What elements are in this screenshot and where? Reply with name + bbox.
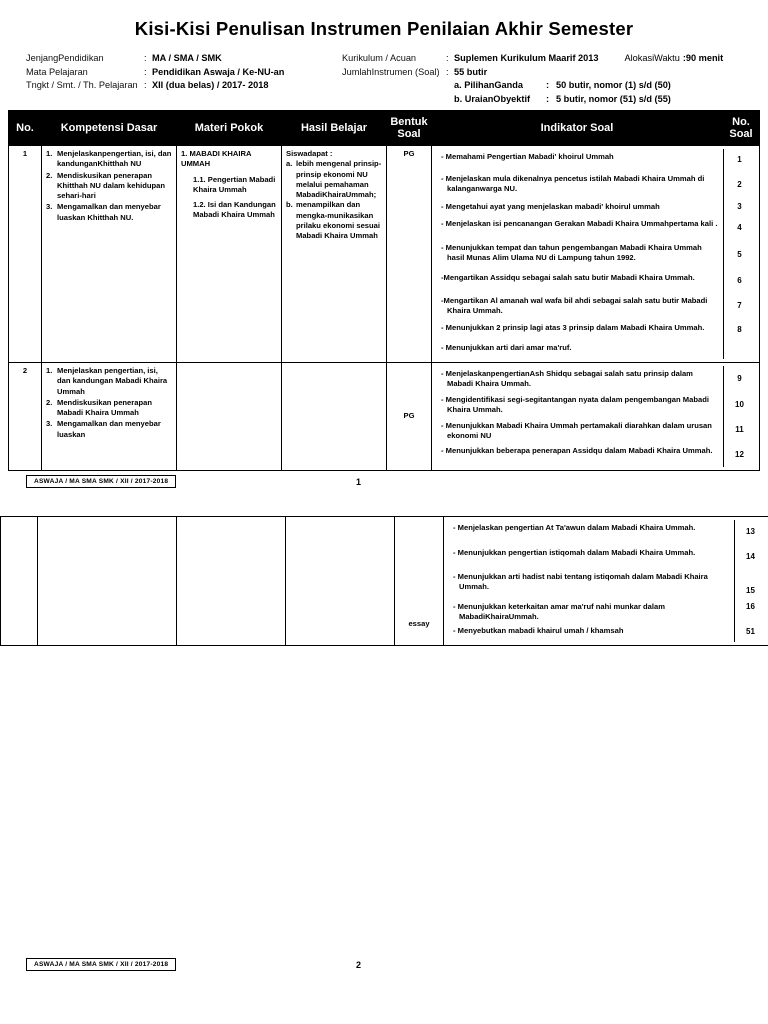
cell-bentuk-soal: PG: [387, 146, 432, 363]
hasil-belajar-intro: Siswadapat :: [286, 149, 333, 158]
footer-tag: ASWAJA / MA SMA SMK / XII / 2017-2018: [26, 475, 176, 488]
column-header-bentuk-soal-line1: Bentuk: [390, 116, 428, 128]
indikator-text: - Menunjukkan keterkaitan amar ma'ruf nahi munkar dalam MabadiKhairaUmmah.: [453, 602, 665, 622]
indikator-entry: [448, 569, 766, 599]
list-item: [46, 398, 172, 419]
indikator-text: -Mengartikan Al amanah wal wafa bil ahdi sebagai salah satu butir Mabadi Khaira Ummah.: [441, 296, 708, 316]
meta-colon: :: [144, 80, 147, 91]
indikator-no-soal: [723, 340, 755, 359]
materi-pokok-title-lead: 1.: [181, 149, 188, 158]
indikator-entry: [436, 443, 755, 467]
list-item-text: menampilkan dan mengka-munikasikan prilaku ekonomi sesuai Mabadi Khaira Ummah: [296, 200, 380, 241]
kisi-table-page-1: [8, 110, 760, 471]
footer-tag: ASWAJA / MA SMA SMK / XII / 2017-2018: [26, 958, 176, 971]
meta-colon: :: [446, 66, 449, 77]
cell-bentuk-soal: essay: [395, 517, 444, 646]
cell-indikator-soal-group: [432, 146, 760, 363]
indikator-entry: [436, 171, 755, 199]
indikator-no-soal: 6: [723, 270, 755, 293]
list-item: [46, 149, 172, 170]
document-page-1: [0, 0, 768, 495]
list-item: [46, 366, 172, 397]
indikator-entry: [436, 149, 755, 171]
meta-colon: :: [546, 80, 550, 91]
list-item-lead: b.: [286, 200, 293, 210]
column-header-no-soal-line1: No.: [732, 116, 750, 128]
materi-pokok-subitem-lead: 1.2.: [193, 200, 206, 210]
indikator-entry: [436, 199, 755, 216]
footer-page-number: 2: [356, 960, 362, 970]
page-footer-1: [26, 475, 742, 495]
indikator-text: -Mengartikan Assidqu sebagai salah satu butir Mabadi Khaira Ummah.: [441, 273, 695, 282]
indikator-no-soal: 4: [723, 216, 755, 240]
materi-pokok-title: [181, 149, 277, 170]
footer-page-number: 1: [356, 477, 362, 487]
table-row: [9, 146, 760, 363]
meta-colon: :: [546, 93, 550, 104]
indikator-no-soal: 13: [734, 520, 766, 545]
table-header: [9, 111, 760, 146]
indikator-text: - Mengidentifikasi segi-segitantangan nyata dalam pengembangan Mabadi Khaira Ummah.: [441, 395, 709, 415]
meta-row-jumlah-instrumen: [342, 66, 752, 80]
meta-value-kurikulum: Suplemen Kurikulum Maarif 2013: [454, 53, 599, 63]
meta-label-jenjang-pendidikan: JenjangPendidikan: [26, 53, 104, 63]
indikator-no-soal: 16: [734, 599, 766, 623]
indikator-entry: [436, 366, 755, 392]
indikator-text: - Menjelaskan isi pencanangan Gerakan Mabadi Khaira Ummahpertama kali .: [441, 219, 718, 228]
indikator-no-soal: 7: [723, 293, 755, 320]
column-header-no-soal: [723, 111, 760, 146]
indikator-entry: [448, 599, 766, 623]
cell-materi-pokok: [177, 517, 286, 646]
indikator-entry: [436, 418, 755, 443]
indikator-text: - Menunjukkan beberapa penerapan Assidqu dalam Mabadi Khaira Ummah.: [441, 446, 713, 455]
cell-hasil-belajar: [282, 146, 387, 363]
indikator-no-soal: 14: [734, 545, 766, 569]
column-header-no-soal-line2: Soal: [729, 128, 753, 140]
meta-value-alokasi-waktu: 90 menit: [685, 53, 724, 63]
meta-label-alokasi-waktu: AlokasiWaktu: [624, 53, 680, 63]
hasil-belajar-list: [286, 159, 382, 241]
indikator-text: - Memahami Pengertian Mabadi' khoirul Ummah: [441, 152, 614, 161]
list-item-lead: 3.: [46, 202, 53, 212]
cell-hasil-belajar: [286, 517, 395, 646]
list-item-lead: 2.: [46, 170, 53, 180]
column-header-bentuk-soal: [387, 111, 432, 146]
meta-colon: :: [144, 53, 147, 63]
list-item: [46, 419, 172, 440]
indikator-no-soal: 2: [723, 171, 755, 199]
header-meta: [0, 52, 768, 110]
list-item-text: Menjelaskanpengertian, isi, dan kandunganKhitthah NU: [57, 149, 172, 169]
kompetensi-dasar-list: [46, 149, 172, 223]
column-header-no: No.: [9, 111, 42, 146]
column-header-materi-pokok: Materi Pokok: [177, 111, 282, 146]
indikator-text: - Menunjukkan 2 prinsip lagi atas 3 prinsip dalam Mabadi Khaira Ummah.: [441, 323, 705, 332]
page-title: Kisi-Kisi Penulisan Instrumen Penilaian Akhir Semester: [134, 18, 634, 39]
indikator-text: - Menunjukkan tempat dan tahun pengembangan Mabadi Khaira Ummah hasil Munas Alim Ulama NU di Lampung tahun 1992.: [441, 243, 702, 263]
column-header-kompetensi-dasar: Kompetensi Dasar: [42, 111, 177, 146]
indikator-entry: [448, 623, 766, 642]
table-row: [9, 363, 760, 471]
meta-row-mata-pelajaran: [26, 66, 356, 80]
cell-kompetensi-dasar: [42, 363, 177, 471]
cell-no: [1, 517, 38, 646]
meta-subitem-uraian-obyektif: [342, 93, 752, 107]
list-item: [286, 159, 382, 200]
page-footer-2: [26, 958, 742, 978]
list-item-text: Mengamalkan dan menyebar luaskan: [57, 419, 161, 439]
indikator-no-soal: 51: [734, 623, 766, 642]
table-header-row: [9, 111, 760, 146]
meta-subitem-pilihan-ganda: [342, 79, 752, 93]
cell-indikator-soal-group: [432, 363, 760, 471]
materi-pokok-title-text: MABADI KHAIRA UMMAH: [181, 149, 252, 169]
indikator-no-soal: 15: [734, 569, 766, 599]
indikator-text: - Mengetahui ayat yang menjelaskan mabadi' khoirul ummah: [441, 202, 660, 211]
column-header-bentuk-soal-line2: Soal: [397, 128, 421, 140]
header-meta-left: [26, 52, 356, 93]
materi-pokok-subitem-lead: 1.1.: [193, 174, 206, 184]
materi-pokok-subitem: [181, 175, 277, 196]
cell-hasil-belajar: [282, 363, 387, 471]
indikator-no-soal: 8: [723, 320, 755, 340]
meta-value-tingkat-semester: XII (dua belas) / 2017- 2018: [152, 80, 269, 91]
indikator-text: - Menunjukkan arti dari amar ma'ruf.: [441, 343, 572, 352]
table-row: [1, 517, 768, 646]
indikator-entry: [436, 340, 755, 359]
kompetensi-dasar-list: [46, 366, 172, 440]
list-item-text: Menjelaskan pengertian, isi, dan kandungan Mabadi Khaira Ummah: [57, 366, 168, 396]
indikator-text: - Menunjukkan pengertian istiqomah dalam Mabadi Khaira Ummah.: [453, 548, 696, 557]
indikator-entry: [436, 216, 755, 240]
header-meta-right: [342, 52, 752, 106]
list-item-lead: 1.: [46, 149, 53, 158]
meta-colon-alokasi-waktu: :: [682, 53, 686, 63]
meta-label-mata-pelajaran: Mata Pelajaran: [26, 66, 88, 77]
list-item: [46, 171, 172, 202]
materi-pokok-subitem-text: Isi dan Kandungan Mabadi Khaira Ummah: [193, 200, 276, 220]
list-item-lead: a.: [286, 159, 293, 169]
indikator-entry: [436, 320, 755, 340]
meta-row-jenjang-pendidikan: [26, 52, 356, 66]
meta-value-jenjang-pendidikan: MA / SMA / SMK: [152, 53, 222, 63]
list-item-lead: 3.: [46, 419, 53, 429]
indikator-no-soal: 10: [723, 392, 755, 418]
meta-row-tingkat-semester: [26, 79, 356, 93]
document-page-2: [0, 516, 768, 978]
meta-label-tingkat-semester: Tngkt / Smt. / Th. Pelajaran: [26, 80, 138, 91]
meta-colon: :: [446, 53, 449, 63]
cell-bentuk-soal: PG: [387, 363, 432, 471]
indikator-text: - Menunjukkan Mabadi Khaira Ummah pertamakali diarahkan dalam urusan ekonomi NU: [441, 421, 712, 441]
indikator-no-soal: 12: [723, 443, 755, 467]
indikator-text: - MenjelaskanpengertianAsh Shidqu sebagai salah satu prinsip dalam Mabadi Khaira Ummah.: [441, 369, 693, 389]
column-header-hasil-belajar: Hasil Belajar: [282, 111, 387, 146]
indikator-entry: [436, 270, 755, 293]
list-item-lead: 2.: [46, 397, 53, 407]
indikator-text: - Menunjukkan arti hadist nabi tentang istiqomah dalam Mabadi Khaira Ummah.: [453, 572, 708, 592]
list-item-text: Mengamalkan dan menyebar luaskan Khitthah NU.: [57, 202, 161, 222]
materi-pokok-subitem-text: Pengertian Mabadi Khaira Ummah: [193, 174, 276, 194]
cell-materi-pokok: [177, 363, 282, 471]
table-body: [1, 517, 768, 646]
list-item-text: Mendiskusikan penerapan Mabadi Khaira Ummah: [57, 397, 152, 418]
cell-kompetensi-dasar: [42, 146, 177, 363]
list-item-lead: 1.: [46, 366, 53, 375]
meta-subitem-value-uraian-obyektif: 5 butir, nomor (51) s/d (55): [556, 93, 671, 104]
meta-subitem-label-pilihan-ganda: a. PilihanGanda: [454, 80, 523, 91]
meta-subitem-label-uraian-obyektif: b. UraianObyektif: [454, 93, 531, 104]
indikator-no-soal: 9: [723, 366, 755, 392]
indikator-text: - Menjelaskan pengertian At Ta'awun dalam Mabadi Khaira Ummah.: [453, 523, 696, 532]
indikator-no-soal: 3: [723, 199, 755, 216]
meta-row-kurikulum: [342, 52, 752, 66]
list-item-text: lebih mengenal prinsip-prinsip ekonomi NU melalui pemahaman MabadiKhairaUmmah;: [296, 159, 382, 200]
indikator-no-soal: 1: [723, 149, 755, 171]
meta-value-mata-pelajaran: Pendidikan Aswaja / Ke-NU-an: [152, 66, 285, 77]
cell-materi-pokok: [177, 146, 282, 363]
meta-colon: :: [144, 66, 147, 77]
indikator-entry: [436, 392, 755, 418]
meta-label-jumlah-instrumen: JumlahInstrumen (Soal): [342, 66, 440, 77]
cell-kompetensi-dasar: [38, 517, 177, 646]
meta-value-jumlah-instrumen: 55 butir: [454, 66, 488, 77]
list-item: [46, 202, 172, 223]
indikator-entry: [436, 293, 755, 320]
indikator-entry: [436, 240, 755, 270]
cell-indikator-soal-group: [444, 517, 768, 646]
cell-no: 1: [9, 146, 42, 363]
indikator-text: - Menjelaskan mula dikenalnya pencetus istilah Mabadi Khaira Ummah di kalanganwarga NU.: [441, 174, 705, 194]
list-item: [286, 200, 382, 241]
materi-pokok-subitem: [181, 200, 277, 221]
indikator-entry: [448, 520, 766, 545]
list-item-text: Mendiskusikan penerapan Khitthah NU dalam kehidupan sehari-hari: [57, 170, 166, 201]
column-header-indikator-soal: Indikator Soal: [432, 111, 723, 146]
indikator-no-soal: 11: [723, 418, 755, 443]
table-body: [9, 146, 760, 471]
kisi-table-page-2: [0, 516, 768, 646]
meta-subitem-value-pilihan-ganda: 50 butir, nomor (1) s/d (50): [556, 80, 671, 91]
meta-label-kurikulum: Kurikulum / Acuan: [342, 53, 417, 63]
indikator-text: - Menyebutkan mabadi khairul umah / khamsah: [453, 626, 624, 635]
cell-no: 2: [9, 363, 42, 471]
indikator-no-soal: 5: [723, 240, 755, 270]
indikator-entry: [448, 545, 766, 569]
